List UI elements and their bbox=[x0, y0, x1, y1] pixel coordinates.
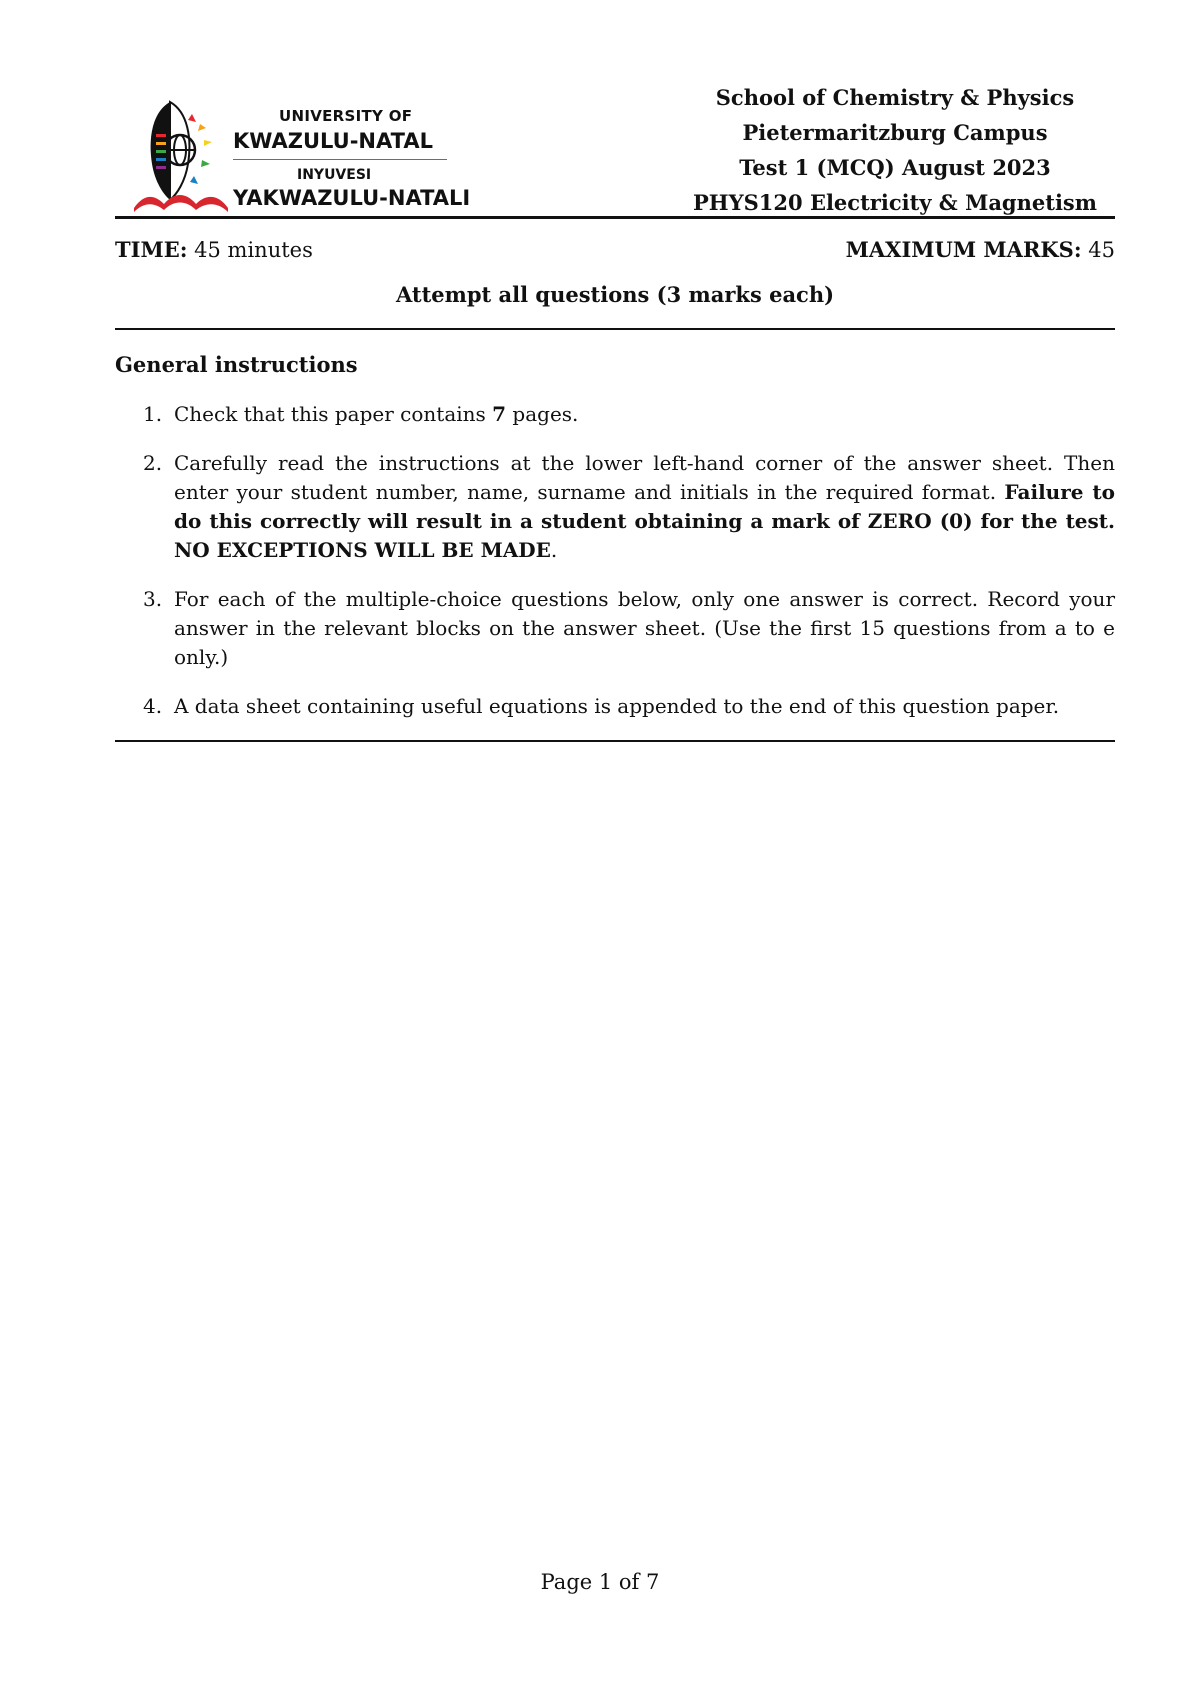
list-item bbox=[115, 692, 1115, 721]
logo-line-2: KWAZULU-NATAL bbox=[233, 129, 433, 153]
time-value: 45 minutes bbox=[194, 238, 313, 262]
test-title: Test 1 (MCQ) August 2023 bbox=[739, 155, 1051, 180]
header bbox=[115, 80, 1115, 220]
time-label: TIME: bbox=[115, 237, 188, 262]
item-text: For each of the multiple-choice questions below, only one answer is correct. Record your answer in the relevant blocks on the answer sheet. (Use the first 15 questions from a to e only.) bbox=[174, 587, 1115, 669]
instructions-list bbox=[115, 400, 1115, 741]
item-text: A data sheet containing useful equations is appended to the end of this question paper. bbox=[174, 694, 1060, 718]
attempt-note: Attempt all questions (3 marks each) bbox=[395, 282, 835, 307]
section-rule bbox=[115, 328, 1115, 330]
item-number: 1. bbox=[143, 402, 163, 426]
module-title: PHYS120 Electricity & Magnetism bbox=[693, 190, 1097, 215]
marks-value: 45 bbox=[1088, 238, 1115, 262]
item-warning-text: Failure to do this correctly will result in a student obtaining a mark of ZERO (0) for the test. NO EXCEPTIONS WILL BE MADE bbox=[174, 480, 1115, 562]
list-item bbox=[115, 585, 1115, 672]
ukzn-emblem-icon bbox=[130, 94, 235, 214]
exam-heading bbox=[675, 80, 1115, 220]
item-text: Check that this paper contains bbox=[174, 402, 493, 426]
header-rule bbox=[115, 216, 1115, 219]
page-number: Page 1 of 7 bbox=[540, 1570, 660, 1594]
instructions-end-rule bbox=[115, 740, 1115, 742]
marks-label: MAXIMUM MARKS: bbox=[845, 237, 1082, 262]
list-item bbox=[115, 400, 1115, 429]
item-text-end: . bbox=[550, 538, 558, 562]
logo-divider bbox=[233, 159, 447, 160]
logo-line-1: UNIVERSITY OF bbox=[279, 107, 413, 125]
time-info bbox=[115, 237, 313, 262]
list-item bbox=[115, 449, 1115, 565]
logo-line-4: YAKWAZULU-NATALI bbox=[233, 186, 471, 210]
logo-line-3: INYUVESI bbox=[297, 167, 372, 183]
item-number: 2. bbox=[143, 451, 163, 475]
item-text-end: pages. bbox=[506, 402, 579, 426]
item-text: Carefully read the instructions at the lower left-hand corner of the answer sheet. Then enter your student number, name, surname and initials in the required format. bbox=[174, 451, 1115, 504]
ukzn-logo bbox=[130, 94, 471, 214]
marks-info bbox=[846, 237, 1115, 262]
item-number: 4. bbox=[143, 694, 163, 718]
school-name: School of Chemistry & Physics bbox=[715, 85, 1075, 110]
item-bold-text: 7 bbox=[492, 402, 507, 426]
item-number: 3. bbox=[143, 587, 163, 611]
instructions-title: General instructions bbox=[115, 352, 358, 377]
campus-name: Pietermaritzburg Campus bbox=[742, 120, 1048, 145]
